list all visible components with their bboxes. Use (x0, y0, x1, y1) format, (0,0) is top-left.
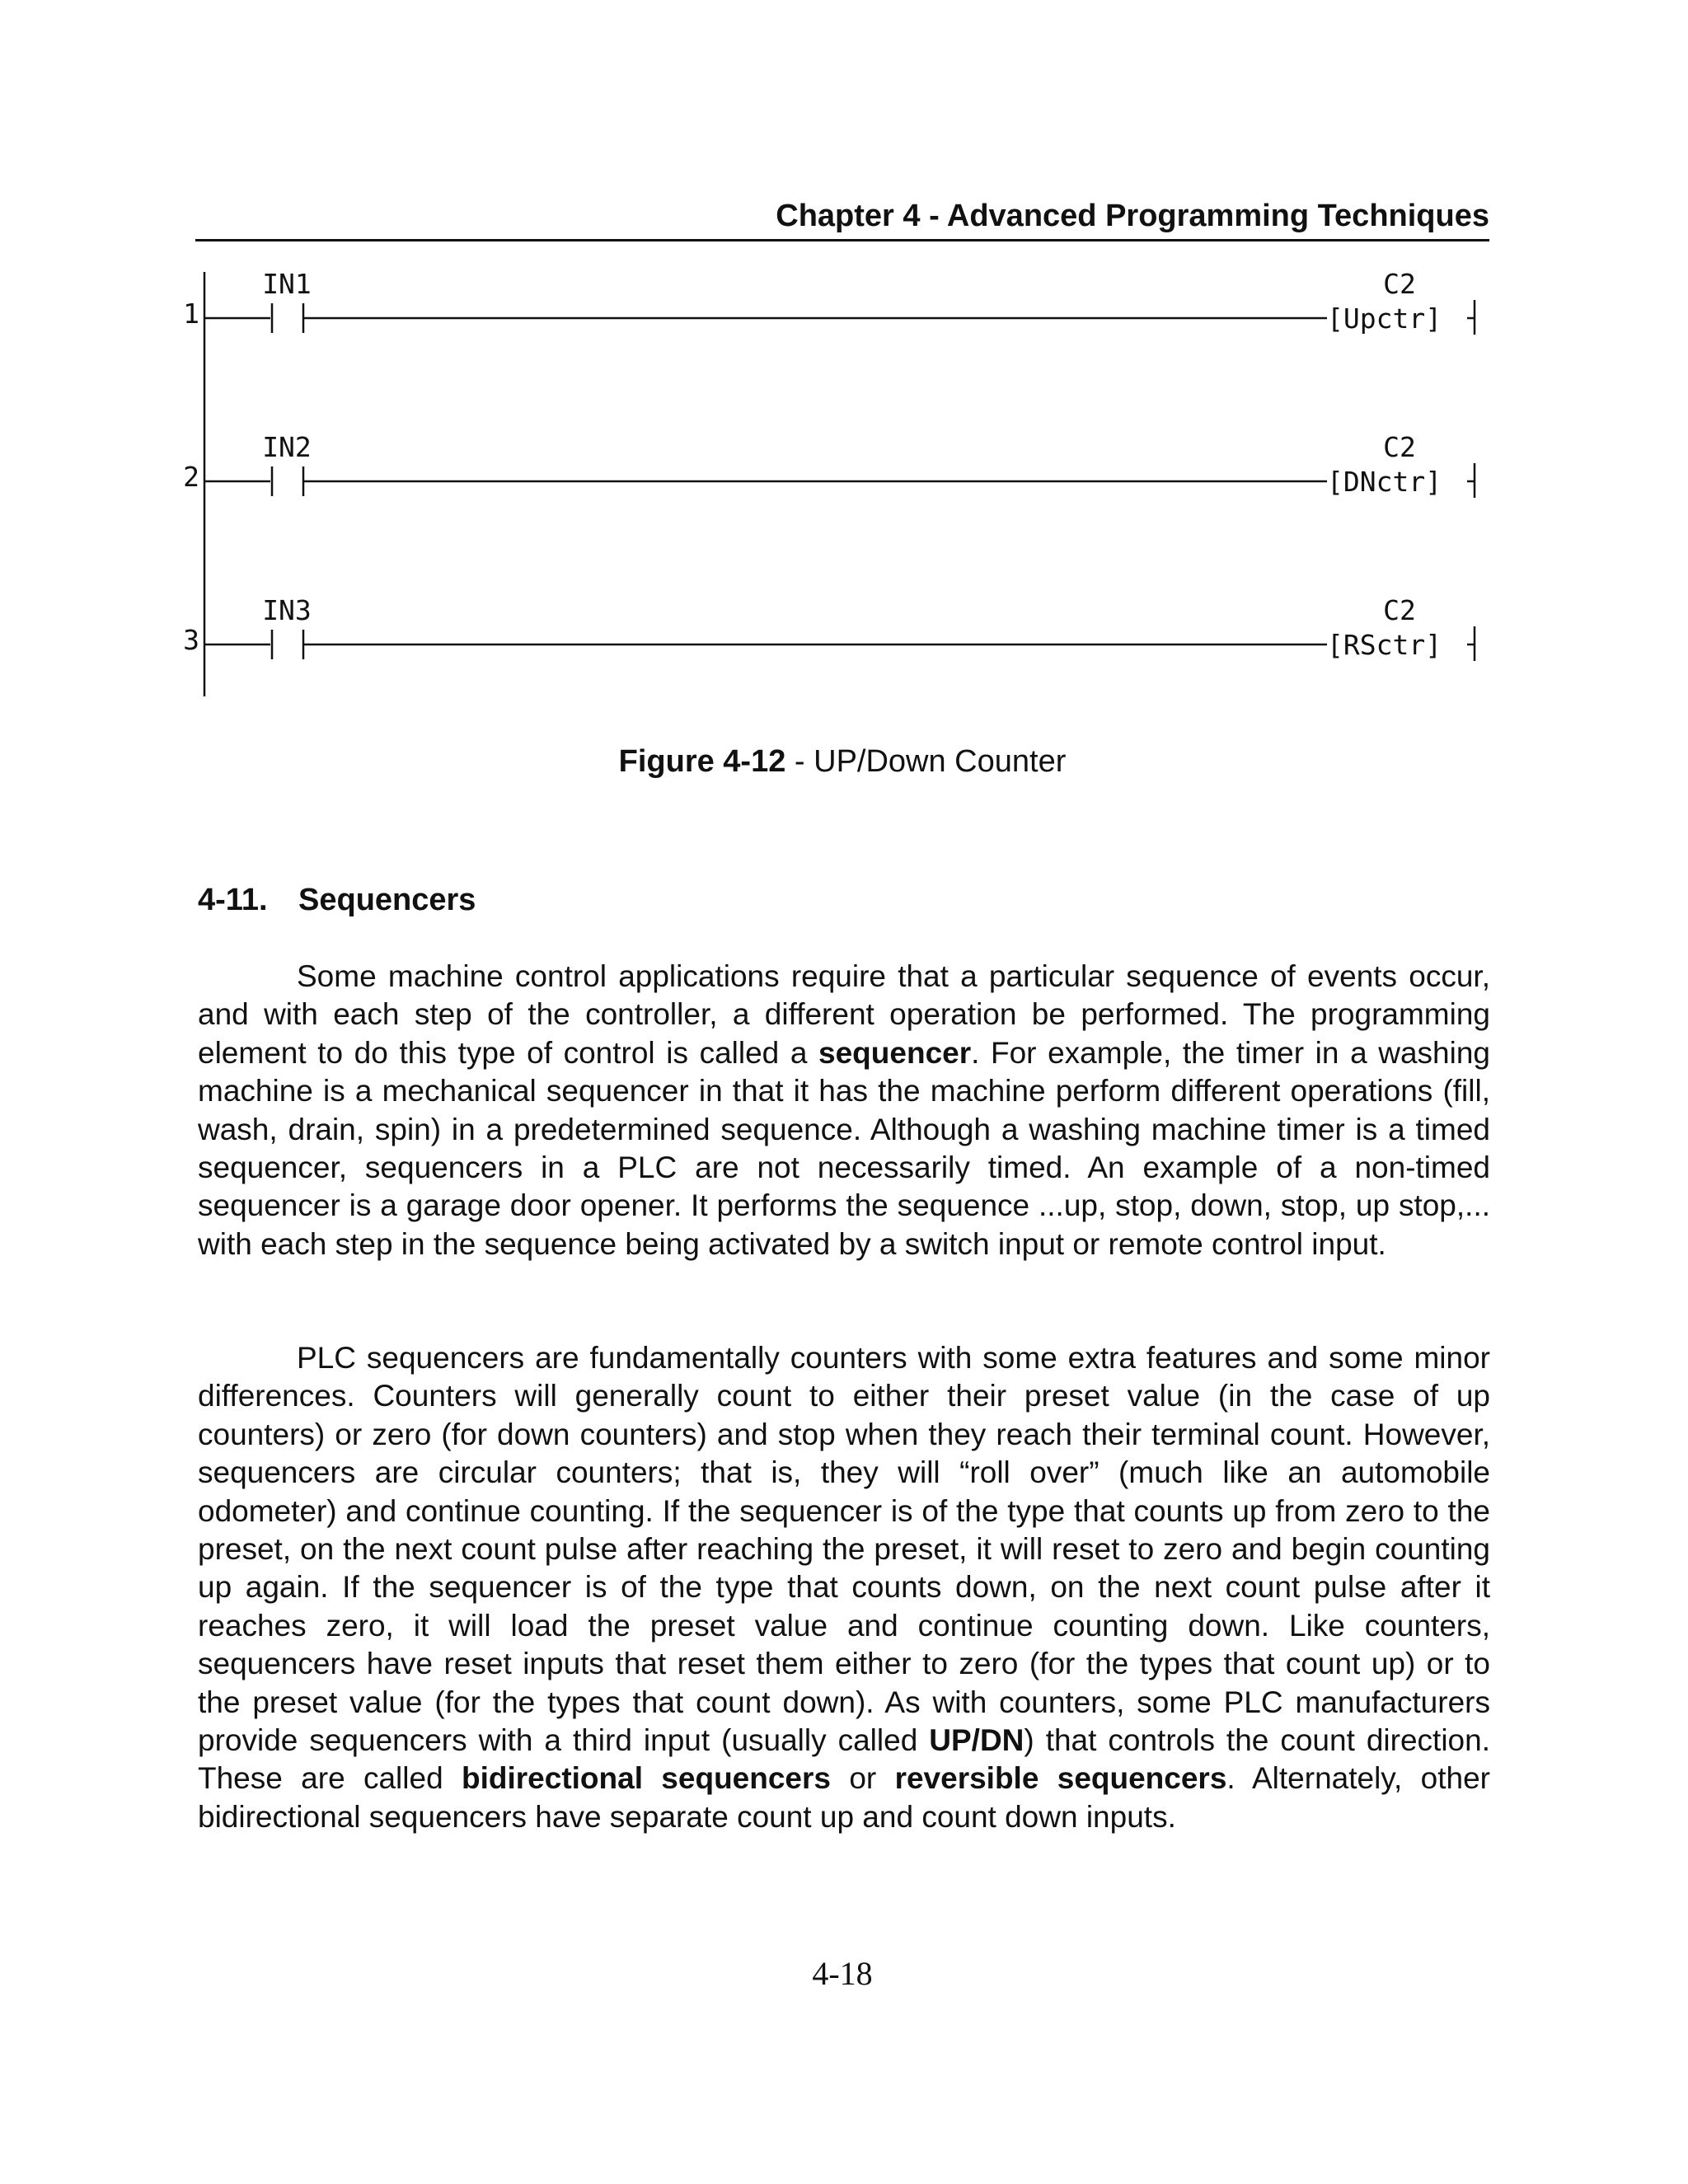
rung-number: 1 (183, 298, 199, 330)
section-heading (198, 880, 476, 920)
bold-term: sequencer (818, 1035, 972, 1070)
page-number: 4-18 (812, 1955, 873, 1992)
coil-address: C2 (1383, 268, 1416, 300)
rung-number: 3 (183, 624, 199, 656)
coil-instruction: [Upctr] (1327, 302, 1442, 335)
bold-term: bidirectional sequencers (462, 1761, 831, 1796)
coil-address: C2 (1383, 594, 1416, 626)
contact-symbol (272, 466, 303, 496)
rung-3 (183, 594, 1475, 661)
section-title: Sequencers (298, 883, 476, 917)
coil-address: C2 (1383, 431, 1416, 463)
contact-symbol (272, 630, 303, 659)
paragraph-2 (198, 1339, 1490, 1836)
contact-symbol (272, 303, 303, 333)
paragraph-text: PLC sequencers are fundamentally counters with some extra features and some minor differences. Counters will generally count to either their preset value (in the case of up counters) or zero (for down counters) and stop when they reach their terminal count. However, sequencers are circular counters; that is, they will “roll over” (much like an automobile odometer) and continue counting. If the sequencer is of the type that counts up from zero to the preset, on the next count pulse after reaching the preset, it will reset to zero and begin counting up again. If the sequencer is of the type that counts down, on the next count pulse after it reaches zero, it will load the preset value and continue counting down. Like counters, sequencers have reset inputs that reset them either to zero (for the types that count up) or to the preset value (for the types that count down). As with counters, some PLC manufacturers provide sequencers with a third input (usually called (198, 1341, 1490, 1758)
figure-caption-text: - UP/Down Counter (785, 744, 1067, 779)
rung-number: 2 (183, 461, 199, 493)
ladder-diagram (181, 264, 1500, 709)
contact-label: IN2 (262, 431, 312, 463)
figure-label: Figure 4-12 (618, 744, 786, 779)
contact-label: IN1 (262, 268, 312, 300)
paragraph-text: Some machine control applications require that a particular sequence of events occur, and with each step of the controller, a different operation be performed. The programming element to do this type of control is called a (198, 959, 1490, 1070)
coil-instruction: [RSctr] (1327, 629, 1442, 661)
paragraph-text: . For example, the timer in a washing machine is a mechanical sequencer in that it has the machine perform different operations (fill, wash, drain, spin) in a predetermined sequence. Although a washing machine timer is a timed sequencer, sequencers in a PLC are not necessarily timed. An example of a non-timed sequencer is a garage door opener. It performs the sequence ...up, stop, down, stop, up stop,... with each step in the sequence being activated by a switch input or remote control input. (198, 1035, 1491, 1261)
bold-term: reversible sequencers (894, 1761, 1227, 1796)
chapter-header: Chapter 4 - Advanced Programming Techniques (776, 199, 1489, 233)
header-rule (195, 239, 1489, 241)
paragraph-text: . Alternately, other bidirectional sequencers have separate count up and count down inputs. (198, 1761, 1491, 1834)
figure-caption (195, 742, 1489, 781)
contact-label: IN3 (262, 594, 312, 626)
bold-term: UP/DN (929, 1723, 1025, 1758)
section-number: 4-11. (198, 883, 268, 917)
rung-2 (183, 431, 1475, 498)
paragraph-1 (198, 958, 1490, 1263)
rung-1 (183, 268, 1475, 335)
paragraph-text: ) that controls the count direction. These are called (198, 1723, 1490, 1796)
coil-instruction: [DNctr] (1327, 466, 1442, 498)
paragraph-text: or (830, 1761, 895, 1796)
